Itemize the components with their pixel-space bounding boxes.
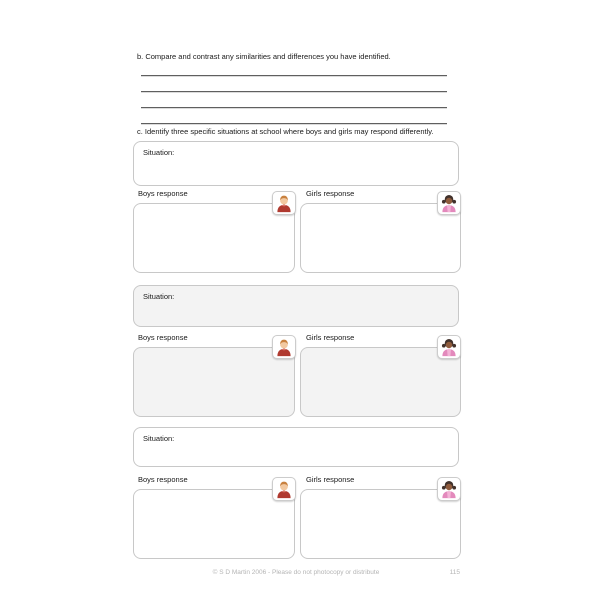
boy-avatar-icon	[272, 477, 296, 501]
situation-label: Situation:	[143, 292, 175, 301]
boys-response-box	[133, 203, 295, 273]
prompt-b-text: b. Compare and contrast any similarities and differences you have identified.	[137, 52, 391, 61]
boys-response-label: Boys response	[138, 333, 188, 342]
situation-label: Situation:	[143, 148, 175, 157]
answer-line	[141, 107, 447, 108]
situation-section-2	[0, 285, 600, 417]
situation-box	[133, 285, 459, 327]
girl-avatar-icon	[437, 335, 461, 359]
situation-box	[133, 141, 459, 186]
boys-response-label: Boys response	[138, 189, 188, 198]
girls-response-label: Girls response	[306, 189, 355, 198]
girls-response-box	[300, 203, 461, 273]
girls-response-box	[300, 347, 461, 417]
girl-avatar-icon	[437, 191, 461, 215]
answer-line	[141, 75, 447, 76]
girls-response-label: Girls response	[306, 333, 355, 342]
boys-response-label: Boys response	[138, 475, 188, 484]
prompt-c-text: c. Identify three specific situations at school where boys and girls may respond differently.	[137, 127, 434, 136]
situation-box	[133, 427, 459, 467]
boys-response-box	[133, 489, 295, 559]
situation-section-1	[0, 141, 600, 273]
answer-line	[141, 91, 447, 92]
footer-page-number: 115	[449, 569, 460, 576]
girls-response-label: Girls response	[306, 475, 355, 484]
girl-avatar-icon	[437, 477, 461, 501]
situation-section-3	[0, 427, 600, 559]
boy-avatar-icon	[272, 191, 296, 215]
situation-label: Situation:	[143, 434, 175, 443]
boy-avatar-icon	[272, 335, 296, 359]
girls-response-box	[300, 489, 461, 559]
answer-line	[141, 123, 447, 124]
footer-copyright: © S D Martin 2006 - Please do not photocopy or distribute	[212, 569, 380, 576]
boys-response-box	[133, 347, 295, 417]
